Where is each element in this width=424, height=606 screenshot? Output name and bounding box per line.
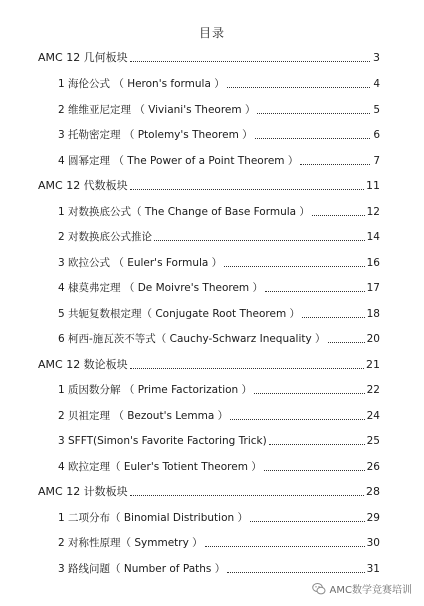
- dot-leader: [328, 333, 365, 343]
- toc-section[interactable]: [38, 484, 380, 500]
- dot-leader: [312, 206, 365, 216]
- toc-label: 4 圆幂定理 （ The Power of a Point Theorem ）: [58, 155, 299, 167]
- toc-entry[interactable]: [58, 535, 380, 551]
- toc-label: AMC 12 几何板块: [38, 51, 128, 64]
- toc-entry[interactable]: [58, 510, 380, 526]
- dot-leader: [230, 410, 365, 420]
- dot-leader: [227, 78, 370, 88]
- toc-label: AMC 12 计数板块: [38, 485, 128, 498]
- toc-page-number: 30: [366, 537, 380, 549]
- toc-label: 1 二项分布（ Binomial Distribution ）: [58, 512, 248, 524]
- toc-label: 1 对数换底公式（ The Change of Base Formula ）: [58, 206, 310, 218]
- toc-page-number: 24: [366, 410, 380, 422]
- toc-page-number: 7: [373, 155, 380, 167]
- dot-leader: [130, 486, 364, 496]
- dot-leader: [250, 512, 365, 522]
- watermark-text: AMC数学竞赛培训: [329, 585, 412, 596]
- dot-leader: [224, 257, 364, 267]
- toc-page-number: 21: [366, 358, 380, 371]
- toc-entry[interactable]: [58, 433, 380, 449]
- toc-entry[interactable]: [58, 331, 380, 347]
- toc-entry[interactable]: [58, 204, 380, 220]
- dot-leader: [130, 52, 370, 62]
- wechat-icon: [312, 582, 326, 596]
- toc-page-number: 14: [366, 231, 380, 243]
- toc-title: 目录: [198, 26, 225, 40]
- toc-page-number: 25: [366, 435, 380, 447]
- toc-page-number: 29: [366, 512, 380, 524]
- toc-entry[interactable]: [58, 127, 380, 143]
- dot-leader: [264, 461, 365, 471]
- toc-entry[interactable]: [58, 255, 380, 271]
- toc-page-number: 5: [373, 104, 380, 116]
- toc-label: 4 欧拉定理（ Euler's Totient Theorem ）: [58, 461, 262, 473]
- toc-page-number: 26: [366, 461, 380, 473]
- toc-entry[interactable]: [58, 102, 380, 118]
- toc-page-number: 18: [366, 308, 380, 320]
- toc-entry[interactable]: [58, 382, 380, 398]
- toc-label: 2 维维亚尼定理 （ Viviani's Theorem ）: [58, 104, 256, 116]
- toc-label: 6 柯西-施瓦茨不等式（ Cauchy-Schwarz Inequality ）: [58, 333, 326, 345]
- toc-section[interactable]: [38, 178, 380, 194]
- dot-leader: [254, 384, 365, 394]
- watermark: [312, 581, 412, 596]
- dot-leader: [205, 537, 365, 547]
- toc-label: 2 对称性原理（ Symmetry ）: [58, 537, 203, 549]
- toc-label: 3 SFFT(Simon's Favorite Factoring Trick): [58, 435, 267, 447]
- toc-label: 5 共轭复数根定理（ Conjugate Root Theorem ）: [58, 308, 301, 320]
- toc-label: 3 欧拉公式 （ Euler's Formula ）: [58, 257, 223, 269]
- toc-label: AMC 12 数论板块: [38, 358, 128, 371]
- dot-leader: [130, 359, 364, 369]
- dot-leader: [302, 308, 365, 318]
- dot-leader: [300, 155, 370, 165]
- toc-entry[interactable]: [58, 153, 380, 169]
- toc-page-number: 22: [366, 384, 380, 396]
- toc-page-number: 3: [373, 51, 380, 64]
- toc-entry[interactable]: [58, 561, 380, 577]
- dot-leader: [265, 282, 365, 292]
- toc-page-number: 20: [366, 333, 380, 345]
- toc-label: AMC 12 代数板块: [38, 179, 128, 192]
- toc-entry[interactable]: [58, 229, 380, 245]
- dot-leader: [154, 231, 365, 241]
- toc-label: 3 托勒密定理 （ Ptolemy's Theorem ）: [58, 129, 253, 141]
- toc-page-number: 6: [373, 129, 380, 141]
- toc-page-number: 16: [366, 257, 380, 269]
- toc-page-number: 4: [373, 78, 380, 90]
- toc-label: 3 路线问题（ Number of Paths ）: [58, 563, 226, 575]
- toc-entry[interactable]: [58, 459, 380, 475]
- toc-label: 1 海伦公式 （ Heron's formula ）: [58, 78, 225, 90]
- toc-label: 2 对数换底公式推论: [58, 231, 153, 243]
- dot-leader: [130, 180, 364, 190]
- toc-page-number: 28: [366, 485, 380, 498]
- dot-leader: [269, 435, 365, 445]
- toc-section[interactable]: [38, 50, 380, 66]
- toc-entry[interactable]: [58, 280, 380, 296]
- dot-leader: [257, 104, 370, 114]
- toc-page-number: 11: [366, 179, 380, 192]
- dot-leader: [255, 129, 370, 139]
- toc-label: 1 质因数分解 （ Prime Factorization ）: [58, 384, 253, 396]
- toc-page-number: 17: [366, 282, 380, 294]
- toc-page-number: 12: [366, 206, 380, 218]
- toc-entry[interactable]: [58, 76, 380, 92]
- toc-label: 4 棣莫弗定理 （ De Moivre's Theorem ）: [58, 282, 263, 294]
- toc-label: 2 贝祖定理 （ Bezout's Lemma ）: [58, 410, 229, 422]
- toc-entry[interactable]: [58, 306, 380, 322]
- toc-section[interactable]: [38, 357, 380, 373]
- dot-leader: [227, 563, 364, 573]
- toc-entry[interactable]: [58, 408, 380, 424]
- toc-page-number: 31: [366, 563, 380, 575]
